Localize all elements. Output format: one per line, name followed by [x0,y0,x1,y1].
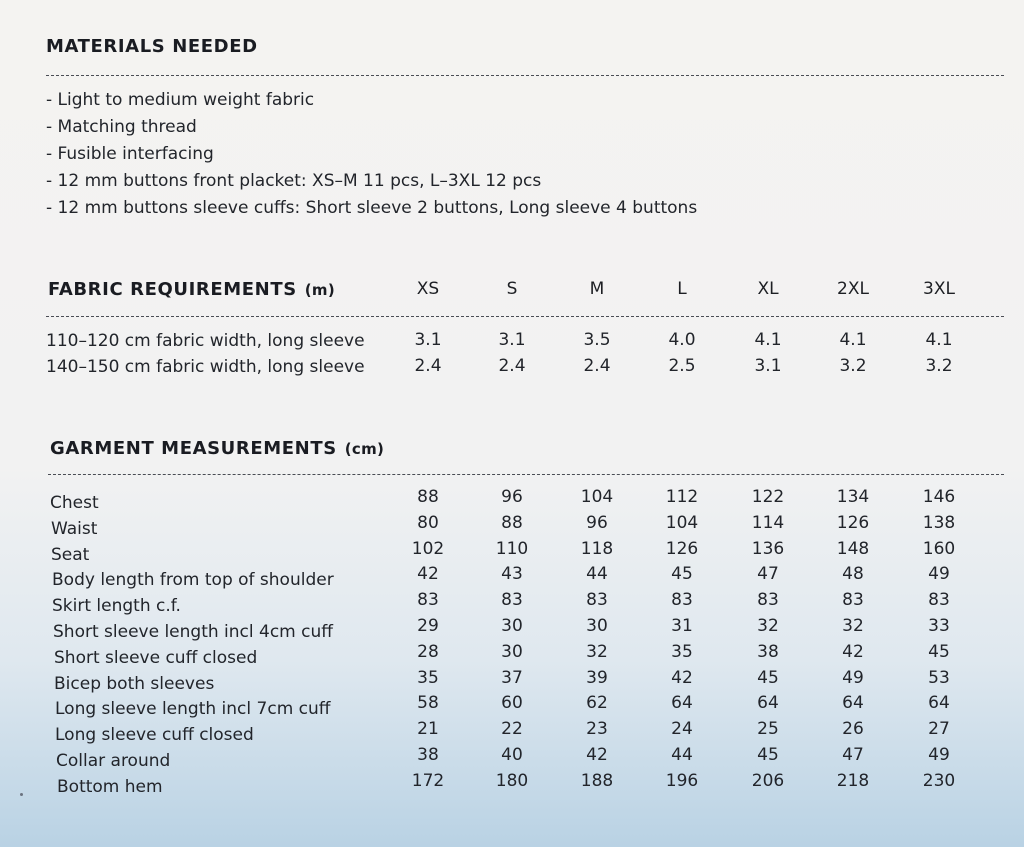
garment-cell: 42 [842,642,864,662]
garment-cell: 43 [501,564,523,584]
garment-row-label: Bicep both sleeves [54,674,215,694]
garment-cell: 24 [671,719,693,739]
materials-item: - 12 mm buttons front placket: XS–M 11 pcs, L–3XL 12 pcs [46,171,542,191]
garment-divider [48,474,1004,475]
garment-cell: 83 [842,590,864,610]
garment-cell: 172 [411,771,445,791]
garment-cell: 45 [928,642,950,662]
fabric-cell: 3.5 [583,330,611,350]
fabric-cell: 3.1 [414,330,442,350]
garment-cell: 49 [928,745,950,765]
garment-cell: 48 [842,564,864,584]
garment-row-label: Long sleeve cuff closed [55,725,254,745]
garment-cell: 136 [751,539,785,559]
garment-cell: 29 [417,616,439,636]
materials-item: - Fusible interfacing [46,144,214,164]
garment-cell: 26 [842,719,864,739]
garment-row-label: Chest [50,493,99,513]
garment-cell: 31 [671,616,693,636]
garment-cell: 30 [501,642,523,662]
garment-cell: 49 [842,668,864,688]
garment-heading-unit: (cm) [344,440,385,458]
garment-cell: 160 [922,539,956,559]
garment-cell: 35 [417,668,439,688]
garment-cell: 27 [928,719,950,739]
garment-cell: 83 [417,590,439,610]
garment-cell: 58 [417,693,439,713]
garment-cell: 110 [495,539,529,559]
garment-cell: 88 [417,487,439,507]
garment-cell: 148 [836,539,870,559]
garment-cell: 180 [495,771,529,791]
garment-row-label: Collar around [56,751,171,771]
materials-item: - Matching thread [46,117,197,137]
fabric-divider [46,316,1004,317]
garment-cell: 60 [501,693,523,713]
garment-row-label: Skirt length c.f. [52,596,181,616]
garment-cell: 218 [836,771,870,791]
garment-cell: 88 [501,513,523,533]
fabric-cell: 2.4 [414,356,442,376]
fabric-cell: 2.5 [668,356,696,376]
garment-cell: 196 [665,771,699,791]
garment-cell: 80 [417,513,439,533]
fabric-cell: 3.1 [754,356,782,376]
garment-cell: 83 [757,590,779,610]
fabric-cell: 4.1 [925,330,953,350]
size-header-xs: XS [416,279,440,299]
garment-cell: 30 [586,616,608,636]
garment-cell: 30 [501,616,523,636]
garment-cell: 32 [842,616,864,636]
garment-cell: 42 [586,745,608,765]
size-header-3xl: 3XL [923,279,955,299]
garment-cell: 44 [586,564,608,584]
garment-cell: 49 [928,564,950,584]
garment-cell: 64 [671,693,693,713]
garment-cell: 47 [757,564,779,584]
garment-cell: 35 [671,642,693,662]
materials-divider [46,75,1004,76]
garment-cell: 134 [836,487,870,507]
garment-cell: 230 [922,771,956,791]
garment-cell: 38 [417,745,439,765]
garment-cell: 45 [757,668,779,688]
garment-cell: 22 [501,719,523,739]
garment-cell: 83 [586,590,608,610]
garment-cell: 45 [757,745,779,765]
materials-heading: MATERIALS NEEDED [46,36,258,57]
garment-cell: 64 [928,693,950,713]
garment-cell: 126 [836,513,870,533]
garment-cell: 39 [586,668,608,688]
fabric-cell: 3.2 [839,356,867,376]
garment-row-label: Short sleeve cuff closed [54,648,258,668]
garment-cell: 102 [411,539,445,559]
garment-cell: 25 [757,719,779,739]
garment-cell: 21 [417,719,439,739]
garment-heading-title: GARMENT MEASUREMENTS [50,438,337,459]
garment-row-label: Long sleeve length incl 7cm cuff [55,699,331,719]
garment-cell: 38 [757,642,779,662]
garment-cell: 53 [928,668,950,688]
fabric-cell: 3.1 [498,330,526,350]
garment-cell: 33 [928,616,950,636]
garment-cell: 138 [922,513,956,533]
garment-cell: 83 [501,590,523,610]
materials-item: - Light to medium weight fabric [46,90,315,110]
garment-row-label: Short sleeve length incl 4cm cuff [53,622,333,642]
garment-cell: 23 [586,719,608,739]
garment-row-label: Body length from top of shoulder [52,570,334,590]
fabric-heading-unit: (m) [304,281,336,299]
fabric-row-label: 110–120 cm fabric width, long sleeve [46,331,365,351]
size-header-s: S [506,279,518,299]
garment-cell: 83 [671,590,693,610]
garment-cell: 104 [580,487,614,507]
garment-cell: 28 [417,642,439,662]
garment-row-label: Seat [51,545,90,565]
materials-item: - 12 mm buttons sleeve cuffs: Short sleeve 2 buttons, Long sleeve 4 buttons [46,198,698,218]
garment-cell: 32 [757,616,779,636]
garment-cell: 122 [751,487,785,507]
garment-cell: 32 [586,642,608,662]
fabric-heading [48,279,335,300]
size-header-m: M [589,279,605,299]
garment-row-label: Bottom hem [57,777,163,797]
garment-cell: 126 [665,539,699,559]
size-header-l: L [677,279,687,299]
garment-cell: 118 [580,539,614,559]
fabric-cell: 3.2 [925,356,953,376]
fabric-row-label: 140–150 cm fabric width, long sleeve [46,357,365,377]
fabric-cell: 4.0 [668,330,696,350]
fabric-cell: 2.4 [498,356,526,376]
garment-heading [50,438,384,459]
garment-cell: 40 [501,745,523,765]
fabric-heading-title: FABRIC REQUIREMENTS [48,279,297,300]
size-header-xl: XL [757,279,779,299]
paper-speck [20,793,23,796]
garment-cell: 112 [665,487,699,507]
garment-cell: 64 [757,693,779,713]
garment-cell: 44 [671,745,693,765]
fabric-cell: 2.4 [583,356,611,376]
fabric-cell: 4.1 [839,330,867,350]
garment-cell: 206 [751,771,785,791]
garment-cell: 64 [842,693,864,713]
size-header-2xl: 2XL [837,279,869,299]
garment-cell: 104 [665,513,699,533]
garment-row-label: Waist [51,519,98,539]
garment-cell: 146 [922,487,956,507]
garment-cell: 188 [580,771,614,791]
garment-cell: 96 [586,513,608,533]
garment-cell: 47 [842,745,864,765]
garment-cell: 42 [671,668,693,688]
garment-cell: 83 [928,590,950,610]
garment-cell: 62 [586,693,608,713]
garment-cell: 114 [751,513,785,533]
garment-cell: 45 [671,564,693,584]
garment-cell: 37 [501,668,523,688]
garment-cell: 96 [501,487,523,507]
garment-cell: 42 [417,564,439,584]
fabric-cell: 4.1 [754,330,782,350]
